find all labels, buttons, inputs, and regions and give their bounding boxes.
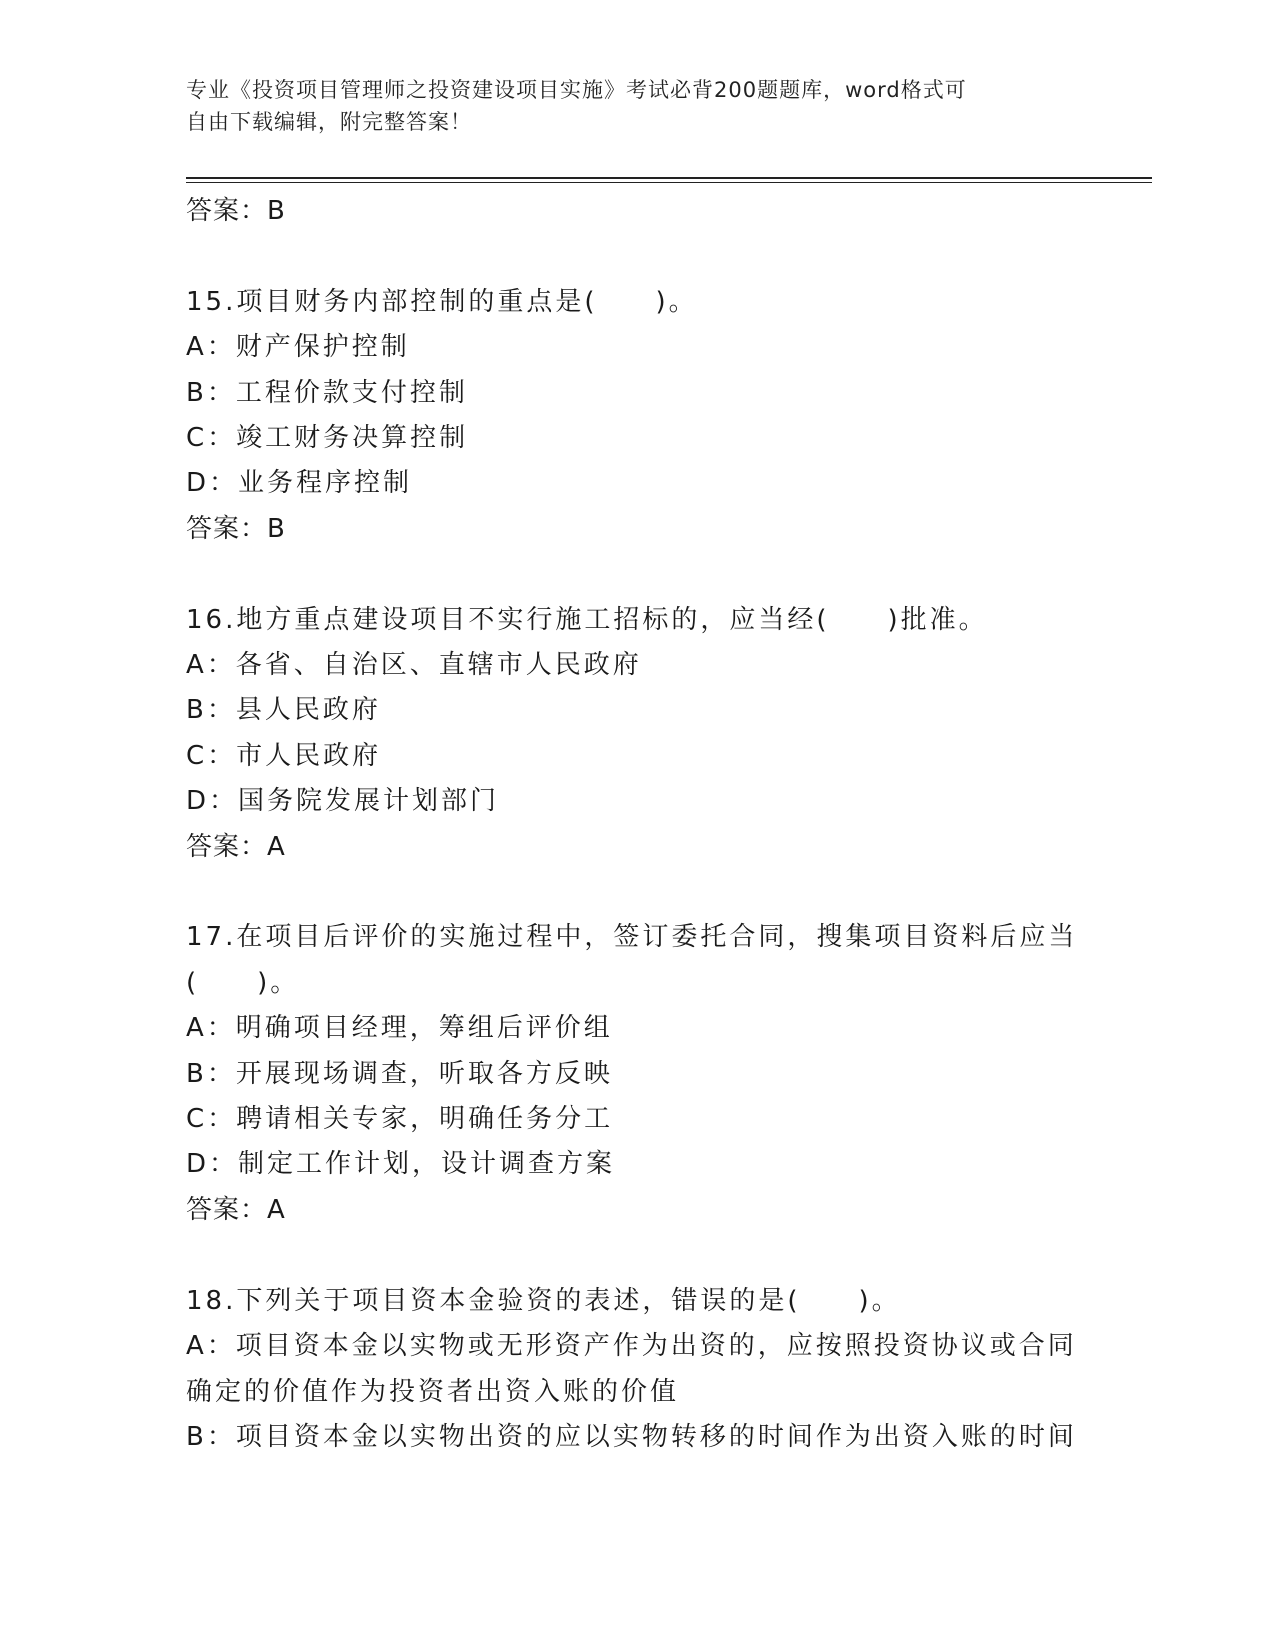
question-stem: 15.项目财务内部控制的重点是( )。 [186, 286, 698, 317]
spacer [186, 234, 1066, 279]
answer-line: 答案：B [186, 196, 286, 226]
option-a: A：各省、自治区、直辖市人民政府 [186, 650, 642, 681]
option-a: A：项目资本金以实物或无形资产作为出资的，应按照投资协议或合同 [186, 1331, 1077, 1362]
page-header [186, 74, 1066, 138]
option-c: C：聘请相关专家，明确任务分工 [186, 1104, 614, 1135]
option-d: D：业务程序控制 [186, 468, 413, 499]
question-block [186, 598, 1066, 870]
header-rule-thick [186, 177, 1152, 179]
answer-line: 答案：B [186, 513, 286, 544]
option-a-continued: 确定的价值作为投资者出资入账的价值 [186, 1376, 680, 1407]
question-stem-continued: ( )。 [186, 967, 300, 998]
answer-line: 答案：A [186, 831, 286, 862]
spacer [186, 552, 1066, 597]
header-line-2: 自由下载编辑，附完整答案！ [186, 110, 472, 134]
question-block [186, 280, 1066, 552]
option-b: B：县人民政府 [186, 695, 381, 726]
question-stem: 17.在项目后评价的实施过程中，签订委托合同，搜集项目资料后应当 [186, 922, 1078, 953]
spacer [186, 870, 1066, 915]
option-d: D：制定工作计划，设计调查方案 [186, 1149, 616, 1180]
option-c: C：市人民政府 [186, 740, 382, 771]
option-a: A：财产保护控制 [186, 332, 410, 363]
option-b: B：开展现场调查，听取各方反映 [186, 1058, 613, 1089]
header-line-1: 专业《投资项目管理师之投资建设项目实施》考试必背200题题库，word格式可 [186, 78, 967, 102]
question-list [186, 189, 1078, 1460]
option-b: B：项目资本金以实物出资的应以实物转移的时间作为出资入账的时间 [186, 1421, 1077, 1452]
option-d: D：国务院发展计划部门 [186, 786, 500, 817]
option-c: C：竣工财务决算控制 [186, 423, 469, 454]
option-b: B：工程价款支付控制 [186, 377, 468, 408]
question-block [186, 915, 1078, 1233]
spacer [186, 1233, 1066, 1278]
question-stem: 16.地方重点建设项目不实行施工招标的，应当经( )批准。 [186, 604, 988, 635]
question-stem: 18.下列关于项目资本金验资的表述，错误的是( )。 [186, 1285, 901, 1316]
header-rule-thin [186, 182, 1152, 183]
option-a: A：明确项目经理，筹组后评价组 [186, 1013, 613, 1044]
question-block [186, 1279, 1077, 1461]
answer-line: 答案：A [186, 1194, 286, 1225]
